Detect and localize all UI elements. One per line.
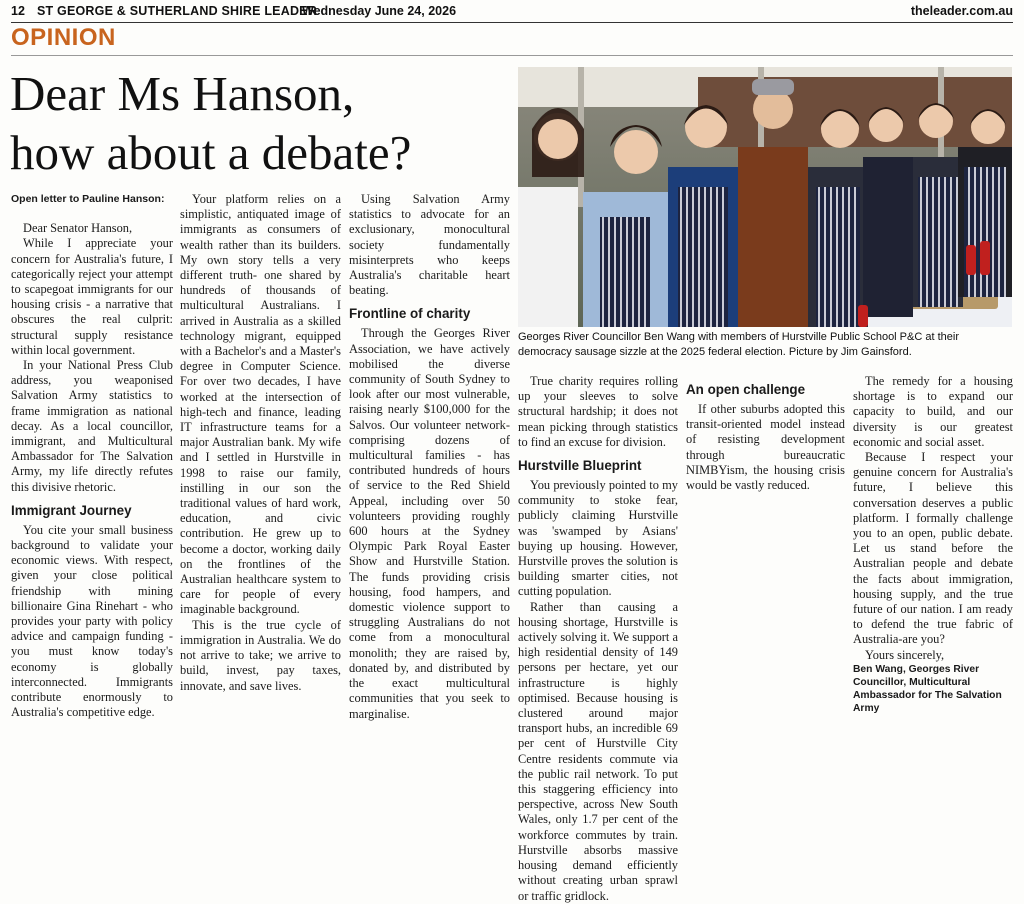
article-column-6 [853,374,1013,715]
paragraph: You cite your small business background to validate your economic views. With respect, given your close political friendship with mining billionaire Gina Rinehart - who provides your party with policy advice and campaign funding - you must know today's economy is globally interconnected. Immigrants contribute enormously to Australia's competitive edge. [11,522,173,720]
article-lead: Open letter to Pauline Hanson: [11,193,165,205]
headline-line-2: how about a debate? [10,125,412,180]
issue-date: Wednesday June 24, 2026 [302,4,457,18]
article-column-2 [180,192,341,694]
article-column-5 [686,374,845,493]
photo-illustration [518,67,1012,327]
paragraph: In your National Press Club address, you weaponised Salvation Army statistics to frame immigration as national decay. As a local councillor, immigrant, and Multicultural Ambassador for The Salvation Army, my life directly refutes this divisive rhetoric. [11,358,173,494]
author-signature: Ben Wang, Georges River Councillor, Multicultural Ambassador for The Salvation Army [853,663,1002,714]
sign-off: Yours sincerely, [865,647,945,662]
headline-line-1: Dear Ms Hanson, [10,66,355,121]
article-column-3 [349,192,510,722]
paragraph: Because I respect your genuine concern for Australia's future, I believe this conversation deserves a public platform. I formally challenge you to an open, public debate. Let us stand before the Australian people and debate the facts about immigration, housing supply, and the true future of our nation. I am ready to defend the true fabric of Australia-are you? [853,450,1013,647]
paragraph: Using Salvation Army statistics to advocate for an exclusionary, monocultural society fundamentally misinterprets who keeps Australia's charitable heart beating. [349,192,510,298]
page-number: 12 [11,4,25,18]
paragraph: The remedy for a housing shortage is to expand our capacity to build, and our diversity is our greatest economic and social asset. [853,374,1013,449]
paragraph: Rather than causing a housing shortage, Hurstville is actively solving it. We support a high residential density of 149 persons per hectare, yet our infrastructure is highly optimised. Because housing is clustered around major transport hubs, an incredible 69 per cent of Hurstville City Centre residents commute via the public rail network. To put this staggering efficiency into perspective, across New South Wales, only 1.7 per cent of the workforce commutes by train. Hurstville absorbs massive housing demand efficiently without creating urban sprawl or traffic gridlock. [518,599,678,903]
subhead-frontline-of-charity: Frontline of charity [349,306,471,322]
paragraph: If other suburbs adopted this transit-oriented model instead of resisting development through bureaucratic NIMBYism, the housing crisis would be vastly reduced. [686,402,845,493]
article-column-4 [518,374,678,904]
subhead-immigrant-journey: Immigrant Journey [11,502,132,518]
masthead-rule [11,22,1013,23]
subhead-an-open-challenge: An open challenge [686,382,806,397]
paragraph: Through the Georges River Association, we have actively mobilised the diverse community of South Sydney to look after our most vulnerable, raising nearly $100,000 for the Salvos. Our volunteer network- comprising dozens of multicultural families - has contributed hundreds of hours of service to the Red Shield Appeal, including over 50 volunteers providing roughly 600 hours at the Sydney Olympic Park Royal Easter Show and Hurstville Station. The funds providing crisis housing, food hampers, and domestic violence support to struggling Australians do not come from a monocultural monolith; they are raised by, donated by, and distributed by the exact multicultural communities that you seek to marginalise. [349,326,510,721]
paragraph: Dear Senator Hanson, [23,221,133,236]
subhead-hurstville-blueprint: Hurstville Blueprint [518,458,642,474]
headline [10,64,510,182]
article-photo [518,67,1012,327]
masthead [11,4,1013,22]
article-column-1 [11,192,173,721]
paragraph: While I appreciate your concern for Australia's future, I categorically reject your attempt to scapegoat immigrants for our housing crisis - a narrative that obscures the real culprit: structural supply resistance within local government. [11,236,173,357]
section-label: OPINION [11,24,116,51]
photo-caption: Georges River Councillor Ben Wang with members of Hurstville Public School P&C at their democracy sausage sizzle at the 2025 federal election. Picture by Jim Gainsford. [518,331,959,358]
website-link[interactable]: theleader.com.au [910,4,1013,18]
section-rule [11,55,1013,56]
paragraph: True charity requires rolling up your sleeves to solve structural hardship; it does not mean picking through statistics to find an excuse for division. [518,374,678,449]
newspaper-name: ST GEORGE & SUTHERLAND SHIRE LEADER [37,4,317,18]
paragraph: This is the true cycle of immigration in Australia. We do not arrive to take; we arrive to build, invest, pay taxes, innovate, and save lives. [180,617,341,693]
paragraph: Your platform relies on a simplistic, antiquated image of immigrants as consumers of wealth rather than its builders. My own story tells a very different truth- one shared by hundreds of thousands of multicultural Australians. I arrived in Australia as a skilled technology migrant, equipped with a Bachelor's and a Master's degree in Computer Science. For over two decades, I have worked at the intersection of high-tech and finance, leading IT infrastructure teams for a major Australian bank. My wife and I settled in Hurstville in 1998 to raise our family, instilling in our son the traditional values of hard work, education, and civic contribution. He grew up to become a doctor, working daily on the frontlines of the Australian healthcare system to care for people of every imaginable background. [180,192,341,617]
paragraph: You previously pointed to my community to stoke fear, publicly claiming Hurstville was 'swamped by Asians' buying up housing. However, Hurstville proves the solution is building smarter cities, not cutting population. [518,478,678,599]
